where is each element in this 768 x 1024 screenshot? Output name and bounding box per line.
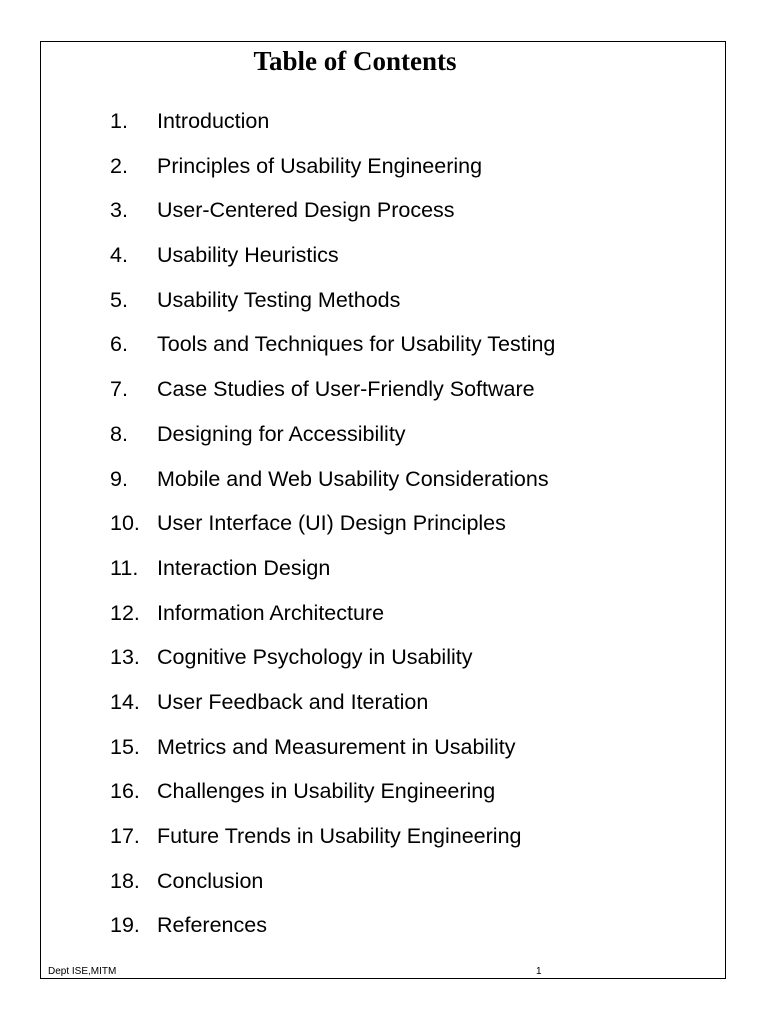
toc-item-text: Mobile and Web Usability Considerations bbox=[157, 466, 549, 491]
toc-item-number: 7. bbox=[110, 377, 128, 402]
toc-item-number: 2. bbox=[110, 153, 128, 178]
toc-item-text: Principles of Usability Engineering bbox=[157, 153, 483, 178]
toc-item bbox=[41, 733, 681, 778]
toc-item-number: 12. bbox=[110, 600, 140, 625]
toc-item-number: 18. bbox=[110, 868, 140, 893]
toc-item-number: 9. bbox=[110, 466, 128, 491]
toc-item-text: Metrics and Measurement in Usability bbox=[157, 734, 516, 759]
toc-list bbox=[41, 107, 681, 956]
toc-item bbox=[41, 688, 681, 733]
toc-item-number: 13. bbox=[110, 645, 140, 670]
toc-item-number: 19. bbox=[110, 913, 140, 938]
toc-item bbox=[41, 822, 681, 867]
toc-item-text: User Interface (UI) Design Principles bbox=[157, 511, 506, 536]
toc-item-number: 6. bbox=[110, 332, 128, 357]
toc-item-number: 1. bbox=[110, 109, 128, 133]
toc-item bbox=[41, 196, 681, 241]
toc-item-number: 3. bbox=[110, 198, 128, 223]
toc-item-text: Case Studies of User-Friendly Software bbox=[157, 377, 535, 402]
toc-item-number: 17. bbox=[110, 824, 140, 848]
toc-item-text: Future Trends in Usability Engineering bbox=[157, 824, 522, 848]
toc-item-text: Introduction bbox=[157, 109, 270, 133]
toc-item bbox=[41, 107, 681, 152]
toc-item-text: Interaction Design bbox=[157, 555, 331, 580]
toc-item-text: Designing for Accessibility bbox=[157, 421, 406, 446]
toc-item-number: 16. bbox=[110, 779, 140, 804]
toc-item bbox=[41, 152, 681, 197]
toc-item bbox=[41, 599, 681, 644]
toc-item bbox=[41, 554, 681, 599]
toc-item-number: 15. bbox=[110, 734, 140, 759]
toc-item-text: Information Architecture bbox=[157, 600, 385, 625]
toc-item bbox=[41, 375, 681, 420]
toc-item bbox=[41, 330, 681, 375]
footer-department: Dept ISE,MITM bbox=[48, 966, 117, 977]
toc-item-number: 11. bbox=[110, 555, 139, 580]
toc-item-number: 8. bbox=[110, 421, 128, 446]
page-title: Table of Contents bbox=[253, 46, 457, 76]
toc-item-number: 10. bbox=[110, 511, 140, 536]
toc-item-text: Challenges in Usability Engineering bbox=[157, 779, 496, 804]
toc-item bbox=[41, 509, 681, 554]
toc-item-number: 4. bbox=[110, 243, 128, 268]
toc-item bbox=[41, 911, 681, 956]
toc-item-text: References bbox=[157, 913, 267, 938]
toc-item bbox=[41, 643, 681, 688]
toc-item bbox=[41, 465, 681, 510]
toc-item bbox=[41, 241, 681, 286]
toc-item-text: Usability Testing Methods bbox=[157, 287, 401, 312]
toc-item-text: Conclusion bbox=[157, 868, 264, 893]
toc-item-text: Tools and Techniques for Usability Testing bbox=[157, 332, 556, 357]
toc-item bbox=[41, 286, 681, 331]
footer-page-number: 1 bbox=[536, 966, 542, 977]
toc-item bbox=[41, 867, 681, 912]
toc-item bbox=[41, 777, 681, 822]
toc-item-text: User-Centered Design Process bbox=[157, 198, 455, 223]
toc-container bbox=[41, 42, 725, 938]
toc-item-text: Usability Heuristics bbox=[157, 243, 339, 268]
toc-item bbox=[41, 420, 681, 465]
toc-item-number: 5. bbox=[110, 287, 128, 312]
toc-item-number: 14. bbox=[110, 689, 140, 714]
toc-item-text: User Feedback and Iteration bbox=[157, 689, 429, 714]
document-page bbox=[40, 41, 726, 979]
toc-item-text: Cognitive Psychology in Usability bbox=[157, 645, 473, 670]
